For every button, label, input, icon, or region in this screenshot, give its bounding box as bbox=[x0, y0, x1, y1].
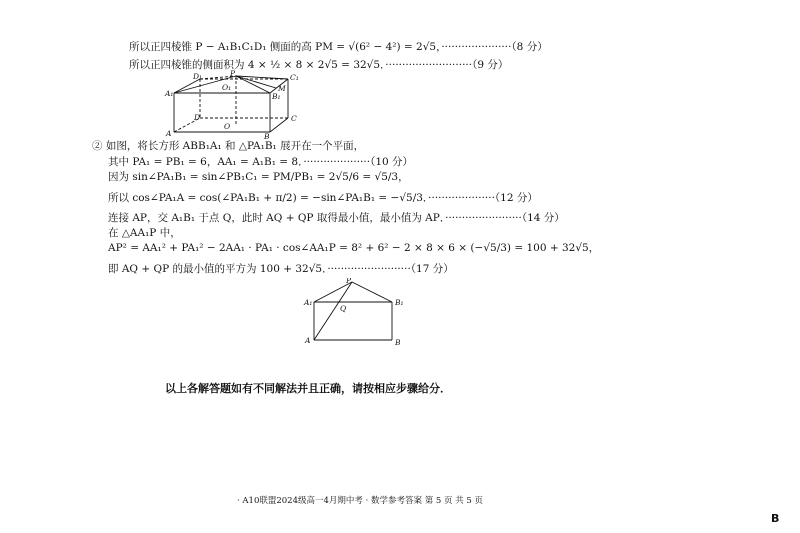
net-label-Q: Q bbox=[340, 304, 347, 313]
net-label-A1: A₁ bbox=[304, 298, 313, 307]
label-D: D bbox=[194, 113, 201, 122]
text-line-5: 因为 sin∠PA₁B₁ = sin∠PB₁C₁ = PM/PB₁ = 2√5/6 = √5/3， bbox=[108, 171, 409, 183]
text-line-7: 连接 AP，交 A₁B₁ 于点 Q，此时 AQ + QP 取得最小值，最小值为 AP．·······················（14 分） bbox=[108, 212, 565, 224]
grading-note: 以上各解答题如有不同解法并且正确，请按相应步骤给分． bbox=[165, 382, 451, 395]
net-label-A: A bbox=[305, 336, 311, 345]
label-B: B bbox=[264, 132, 270, 140]
corner-mark: B bbox=[771, 512, 780, 525]
label-M: M bbox=[278, 84, 286, 93]
text-line-9: AP² = AA₁² + PA₁² − 2AA₁ · PA₁ · cos∠AA₁P = 8² + 6² − 2 × 8 × 6 × (−√5/3) = 100 + 32√5， bbox=[108, 242, 600, 254]
unfolded-net-figure bbox=[300, 278, 410, 348]
label-C: C bbox=[291, 114, 297, 123]
text-line-1: 所以正四棱锥 P − A₁B₁C₁D₁ 侧面的高 PM = √(6² − 4²) = 2√5，·····················（8 分） bbox=[129, 41, 548, 53]
label-B1: B₁ bbox=[272, 92, 281, 101]
net-label-B1: B₁ bbox=[395, 298, 404, 307]
text-line-4: 其中 PA₁ = PB₁ = 6，AA₁ = A₁B₁ = 8．····················（10 分） bbox=[108, 156, 414, 168]
text-line-6: 所以 cos∠PA₁A = cos(∠PA₁B₁ + π/2) = −sin∠PA₁B₁ = −√5/3．····················（12 分） bbox=[108, 192, 538, 204]
net-label-P: P bbox=[346, 278, 352, 285]
label-A: A bbox=[166, 129, 172, 138]
text-line-10: 即 AQ + QP 的最小值的平方为 100 + 32√5．·························（17 分） bbox=[108, 263, 454, 275]
label-O: O bbox=[224, 122, 231, 131]
net-label-B: B bbox=[395, 338, 401, 347]
text-line-8: 在 △AA₁P 中， bbox=[108, 227, 181, 239]
text-line-2: 所以正四棱锥的侧面积为 4 × ½ × 8 × 2√5 = 32√5．··························（9 分） bbox=[129, 59, 509, 71]
prism-pyramid-figure bbox=[160, 70, 310, 140]
label-A1: A₁ bbox=[165, 89, 174, 98]
label-C1: C₁ bbox=[290, 73, 299, 82]
label-O1: O₁ bbox=[222, 83, 232, 92]
text-line-3: ② 如图，将长方形 ABB₁A₁ 和 △PA₁B₁ 展开在一个平面， bbox=[92, 140, 365, 152]
page-footer: · A10联盟2024级高一4月期中考 · 数学参考答案 第 5 页 共 5 页 bbox=[237, 496, 484, 506]
label-P: P bbox=[230, 70, 236, 78]
label-D1: D₁ bbox=[193, 72, 203, 81]
